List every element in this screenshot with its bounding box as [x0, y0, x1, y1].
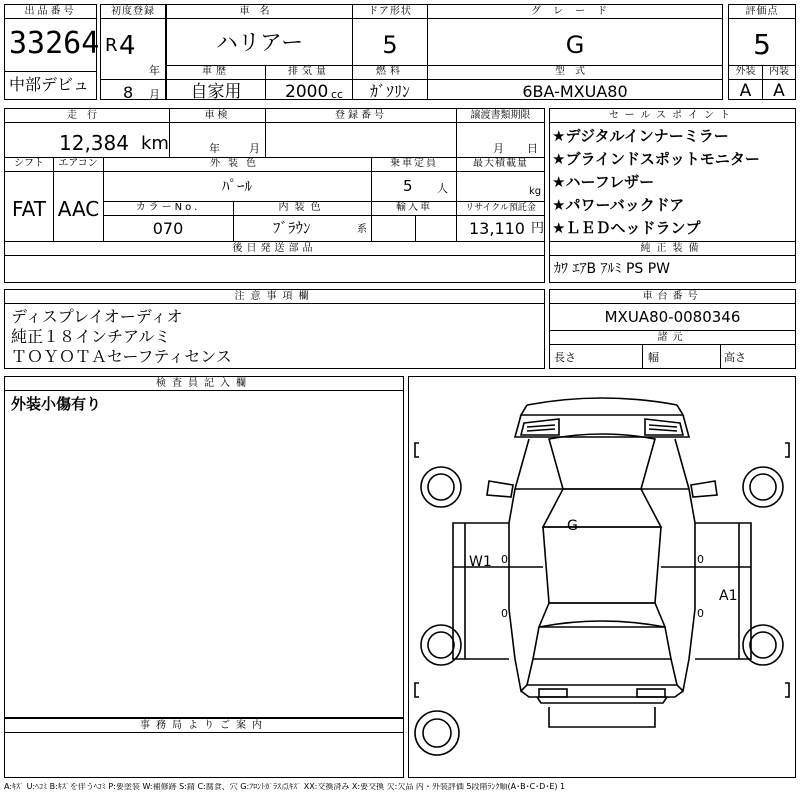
car-outline-diagram — [409, 377, 795, 777]
mileage-unit: km — [141, 133, 169, 154]
sales-point: ★パワーバックドア — [552, 196, 685, 214]
lot-label: 出品番号 — [5, 5, 96, 19]
fuel: ｶﾞｿﾘﾝ — [369, 82, 410, 101]
interior-color-suffix: 系 — [357, 224, 367, 235]
equipment-value: ｶﾜ ｴｱB ｱﾙﾐ PS PW — [554, 261, 671, 277]
import-label: 輸入車 — [396, 202, 432, 213]
displacement: 2000 — [285, 82, 329, 102]
inspector-label: 検査員記入欄 — [5, 377, 403, 391]
ac-label: エアコン — [58, 158, 98, 169]
svg-text:0: 0 — [697, 607, 704, 620]
mark-left: W1 — [469, 554, 492, 570]
reg-no-label: 登録番号 — [266, 109, 456, 123]
doors: 5 — [382, 31, 398, 59]
first-reg-label: 初度登録 — [101, 5, 165, 19]
later-parts-label: 後日発送部品 — [5, 242, 544, 256]
inspector-box — [4, 376, 404, 718]
office-label: 事務局よりご案内 — [5, 719, 403, 733]
note-line: ディスプレイオーディオ — [11, 307, 183, 326]
car-main-box — [166, 4, 723, 100]
score: 5 — [753, 28, 771, 61]
ext-grade: A — [739, 81, 752, 101]
ext-label: 外装 — [735, 66, 756, 77]
color-no: 070 — [152, 219, 184, 238]
displacement-unit: cc — [331, 88, 344, 101]
sales-point: ★ブラインドスポットモニター — [552, 150, 760, 168]
notes-box — [4, 289, 545, 369]
chassis-number: MXUA80-0080346 — [604, 308, 741, 326]
exterior-color: ﾊﾟｰﾙ — [221, 177, 252, 195]
svg-text:0: 0 — [697, 553, 704, 566]
interior-color-label: 内装色 — [278, 202, 327, 213]
interior-color: ﾌﾞﾗｳﾝ — [273, 219, 311, 237]
chassis-label: 車台番号 — [550, 290, 795, 304]
car-name-label: 車名 — [167, 5, 352, 19]
fuel-label: 燃料 — [376, 66, 404, 77]
capacity: 5 — [403, 177, 413, 195]
int-label: 内装 — [769, 66, 789, 77]
month-unit: 月 — [149, 88, 160, 101]
length-label: 長さ — [554, 351, 576, 364]
transfer-month-unit: 月 — [493, 142, 504, 155]
mileage-label: 走行 — [5, 109, 169, 123]
damage-diagram — [408, 376, 796, 778]
equipment-label: 純正装備 — [550, 242, 795, 256]
history: 自家用 — [190, 82, 242, 102]
later-parts-box — [4, 241, 545, 283]
sales-point: ★ＬＥＤヘッドランプ — [552, 219, 701, 237]
sales-point: ★デジタルインナーミラー — [552, 127, 729, 145]
transfer-label: 譲渡書類期限 — [457, 109, 544, 123]
year-unit: 年 — [149, 64, 160, 77]
svg-text:0: 0 — [501, 553, 508, 566]
first-reg-box — [100, 4, 166, 100]
mark-glass: G — [567, 518, 578, 534]
grade: G — [565, 31, 585, 59]
displacement-label: 排気量 — [288, 66, 330, 77]
era: R — [105, 35, 118, 56]
history-label: 車歴 — [202, 66, 230, 77]
reg-year: 4 — [119, 31, 136, 61]
inspector-text: 外装小傷有り — [11, 395, 102, 413]
svg-text:0: 0 — [501, 607, 508, 620]
inspection-label: 車検 — [170, 109, 265, 123]
lot-number: 33264 — [9, 26, 100, 61]
chassis-box — [549, 289, 796, 369]
sales-label: セールスポイント — [550, 109, 795, 123]
recycle-unit: 円 — [531, 221, 545, 236]
lot-box — [4, 4, 100, 100]
transfer-day-unit: 日 — [527, 142, 538, 155]
note-line: 純正１８インチアルミ — [11, 327, 171, 346]
car-name: ハリアー — [215, 31, 304, 56]
office-box — [4, 718, 404, 778]
capacity-label: 乗車定員 — [390, 158, 438, 169]
sales-box — [549, 108, 796, 242]
ac: AAC — [57, 197, 100, 221]
load-label: 最大積載量 — [473, 158, 528, 169]
notes-label: 注意事項欄 — [5, 290, 544, 304]
spec-label: 諸元 — [550, 331, 795, 345]
color-no-label: カラーNo. — [135, 202, 201, 213]
door-label: ドア形状 — [353, 5, 427, 19]
capacity-unit: 人 — [437, 182, 448, 195]
insp-month-unit: 月 — [249, 142, 260, 155]
insp-year-unit: 年 — [209, 142, 220, 155]
sales-point: ★ハーフレザー — [552, 173, 655, 191]
shift: FAT — [11, 197, 46, 221]
model: 6BA-MXUA80 — [522, 82, 628, 101]
venue: 中部デビュ — [9, 75, 90, 94]
details-box — [4, 108, 545, 242]
int-grade: A — [773, 81, 785, 101]
score-box — [728, 4, 796, 100]
grade-label: グレード — [428, 5, 722, 19]
exterior-color-label: 外装色 — [210, 158, 264, 169]
mileage: 12,384 — [59, 131, 129, 155]
load-unit: kg — [529, 186, 542, 197]
note-line: ＴＯＹＯＴＡセーフティセンス — [11, 347, 232, 366]
model-label: 型式 — [555, 66, 595, 77]
height-label: 高さ — [724, 351, 746, 364]
recycle-label: リサイクル預託金 — [465, 203, 536, 213]
width-label: 幅 — [648, 351, 659, 364]
legend-footer: A:ｷｽﾞ U:ﾍｺﾐ B:ｷｽﾞを伴うﾍｺﾐ P:要塗装 W:補修跡 S:錆 C:腐食、穴 G:ﾌﾛﾝﾄｶﾞﾗｽ点ｷｽﾞ XX:交換済み X:要交換 欠:欠品 内・外装評価 5段階ﾗﾝｸ順(A･B･C･D･E) 1 — [4, 783, 566, 791]
shift-label: シフト — [14, 158, 44, 169]
mark-right: A1 — [719, 588, 738, 604]
equipment-box — [549, 241, 796, 283]
reg-month: 8 — [123, 83, 134, 102]
recycle: 13,110 — [469, 219, 525, 238]
score-label: 評価点 — [729, 5, 795, 19]
